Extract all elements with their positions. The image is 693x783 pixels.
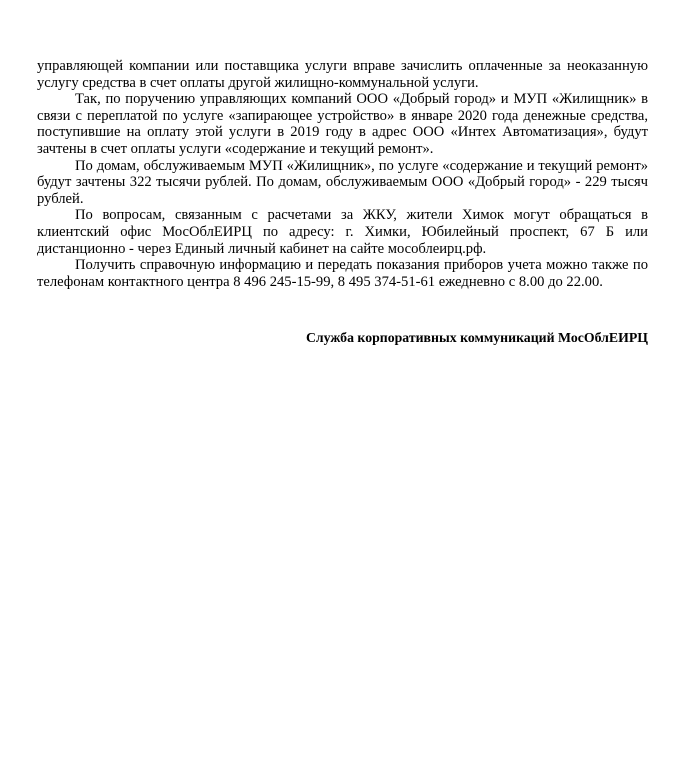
document-page bbox=[37, 58, 648, 347]
paragraph-continuation: управляющей компании или поставщика услуги вправе зачислить оплаченные за неоказанную услугу средства в счет оплаты другой жилищно-коммунальной услуги. bbox=[37, 58, 648, 91]
paragraph-contact-phones: Получить справочную информацию и передать показания приборов учета можно также по телефонам контактного центра 8 496 245-15-99, 8 495 374-51-61 ежедневно с 8.00 до 22.00. bbox=[37, 257, 648, 290]
paragraph-amounts: По домам, обслуживаемым МУП «Жилищник», по услуге «содержание и текущий ремонт» будут зачтены 322 тысячи рублей. По домам, обслуживаемым ООО «Добрый город» - 229 тысяч рублей. bbox=[37, 157, 648, 207]
paragraph-offset-info: Так, по поручению управляющих компаний ООО «Добрый город» и МУП «Жилищник» в связи с переплатой по услуге «запирающее устройство» в январе 2020 года денежные средства, поступившие на оплату этой услуги в 2019 году в адрес ООО «Интех Автоматизация», будут зачтены в счет оплаты услуги «содержание и текущий ремонт». bbox=[37, 91, 648, 157]
paragraph-contact-office: По вопросам, связанным с расчетами за ЖКУ, жители Химок могут обращаться в клиентский офис МосОблЕИРЦ по адресу: г. Химки, Юбилейный проспект, 67 Б или дистанционно - через Единый личный кабинет на сайте мособлеирц.рф. bbox=[37, 207, 648, 257]
signature: Служба корпоративных коммуникаций МосОблЕИРЦ bbox=[305, 330, 648, 346]
